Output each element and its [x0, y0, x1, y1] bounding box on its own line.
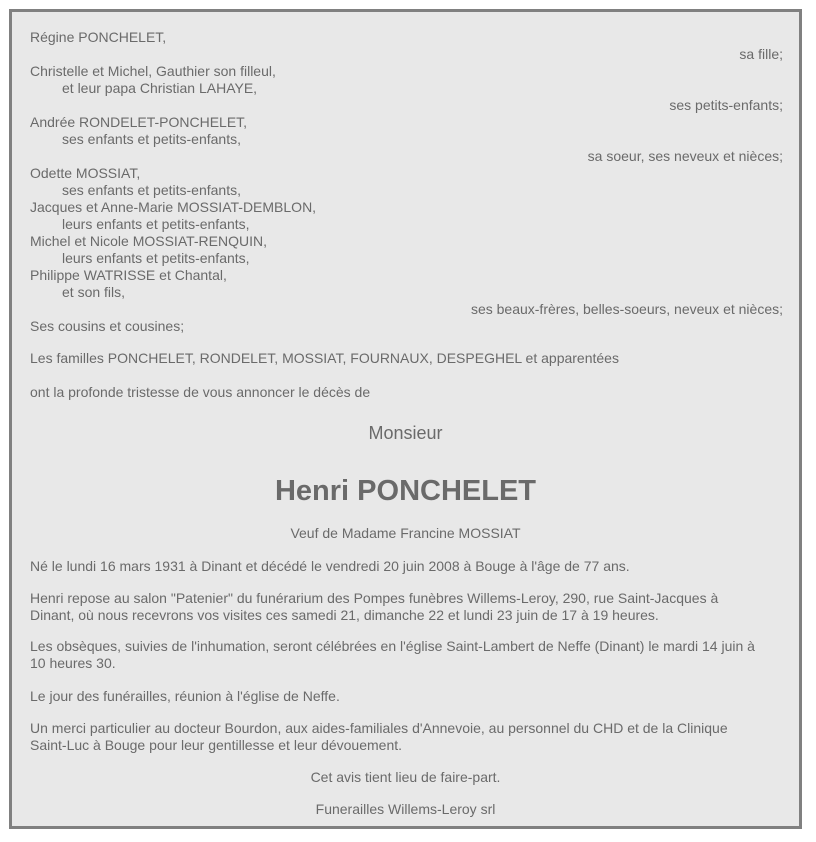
family-line: Jacques et Anne-Marie MOSSIAT-DEMBLON,	[30, 199, 317, 215]
family-line: ses enfants et petits-enfants,	[62, 131, 241, 147]
family-line: et leur papa Christian LAHAYE,	[62, 80, 258, 96]
family-line: Andrée RONDELET-PONCHELET,	[30, 114, 248, 130]
gathering-line: Le jour des funérailles, réunion à l'église de Neffe.	[30, 688, 340, 704]
family-relation: sa fille;	[739, 46, 783, 62]
undertaker-signature: Funerailles Willems-Leroy srl	[315, 801, 496, 817]
widow-line: Veuf de Madame Francine MOSSIAT	[290, 525, 521, 541]
thanks-line: Saint-Luc à Bouge pour leur gentillesse et leur dévouement.	[30, 737, 403, 753]
family-line: Régine PONCHELET,	[30, 29, 167, 45]
family-line: Christelle et Michel, Gauthier son filleul,	[30, 63, 276, 79]
family-line: et son fils,	[62, 284, 126, 300]
family-relation: ses beaux-frères, belles-soeurs, neveux et nièces;	[470, 301, 783, 317]
family-line: Michel et Nicole MOSSIAT-RENQUIN,	[30, 233, 268, 249]
families-line: Les familles PONCHELET, RONDELET, MOSSIAT, FOURNAUX, DESPEGHEL et apparentées	[30, 350, 619, 366]
family-relation: sa soeur, ses neveux et nièces;	[587, 148, 783, 164]
thanks-line: Un merci particulier au docteur Bourdon, aux aides-familiales d'Annevoie, au personnel du CHD et de la Clinique	[30, 720, 728, 736]
notice-line: Cet avis tient lieu de faire-part.	[310, 769, 501, 785]
rest-line: Dinant, où nous recevrons vos visites ces samedi 21, dimanche 22 et lundi 23 juin de 17 à 19 heures.	[30, 607, 659, 623]
deceased-name: Henri PONCHELET	[274, 475, 537, 507]
family-line: leurs enfants et petits-enfants,	[62, 216, 250, 232]
funeral-line: Les obsèques, suivies de l'inhumation, seront célébrées en l'église Saint-Lambert de Neffe (Dinant) le mardi 14 juin à	[30, 638, 755, 654]
intro-text: ont la profonde tristesse de vous annoncer le décès de	[30, 384, 371, 400]
family-line: Philippe WATRISSE et Chantal,	[30, 267, 227, 283]
honorific-title: Monsieur	[368, 423, 443, 443]
birth-death-line: Né le lundi 16 mars 1931 à Dinant et décédé le vendredi 20 juin 2008 à Bouge à l'âge de 77 ans.	[30, 558, 630, 574]
family-line: Odette MOSSIAT,	[30, 165, 141, 181]
family-relation: ses petits-enfants;	[669, 97, 783, 113]
family-line: Ses cousins et cousines;	[30, 318, 185, 334]
funeral-line: 10 heures 30.	[30, 655, 116, 671]
rest-line: Henri repose au salon "Patenier" du funérarium des Pompes funèbres Willems-Leroy, 290, rue Saint-Jacques à	[30, 590, 719, 606]
family-line: leurs enfants et petits-enfants,	[62, 250, 250, 266]
death-notice	[9, 9, 802, 829]
family-line: ses enfants et petits-enfants,	[62, 182, 241, 198]
